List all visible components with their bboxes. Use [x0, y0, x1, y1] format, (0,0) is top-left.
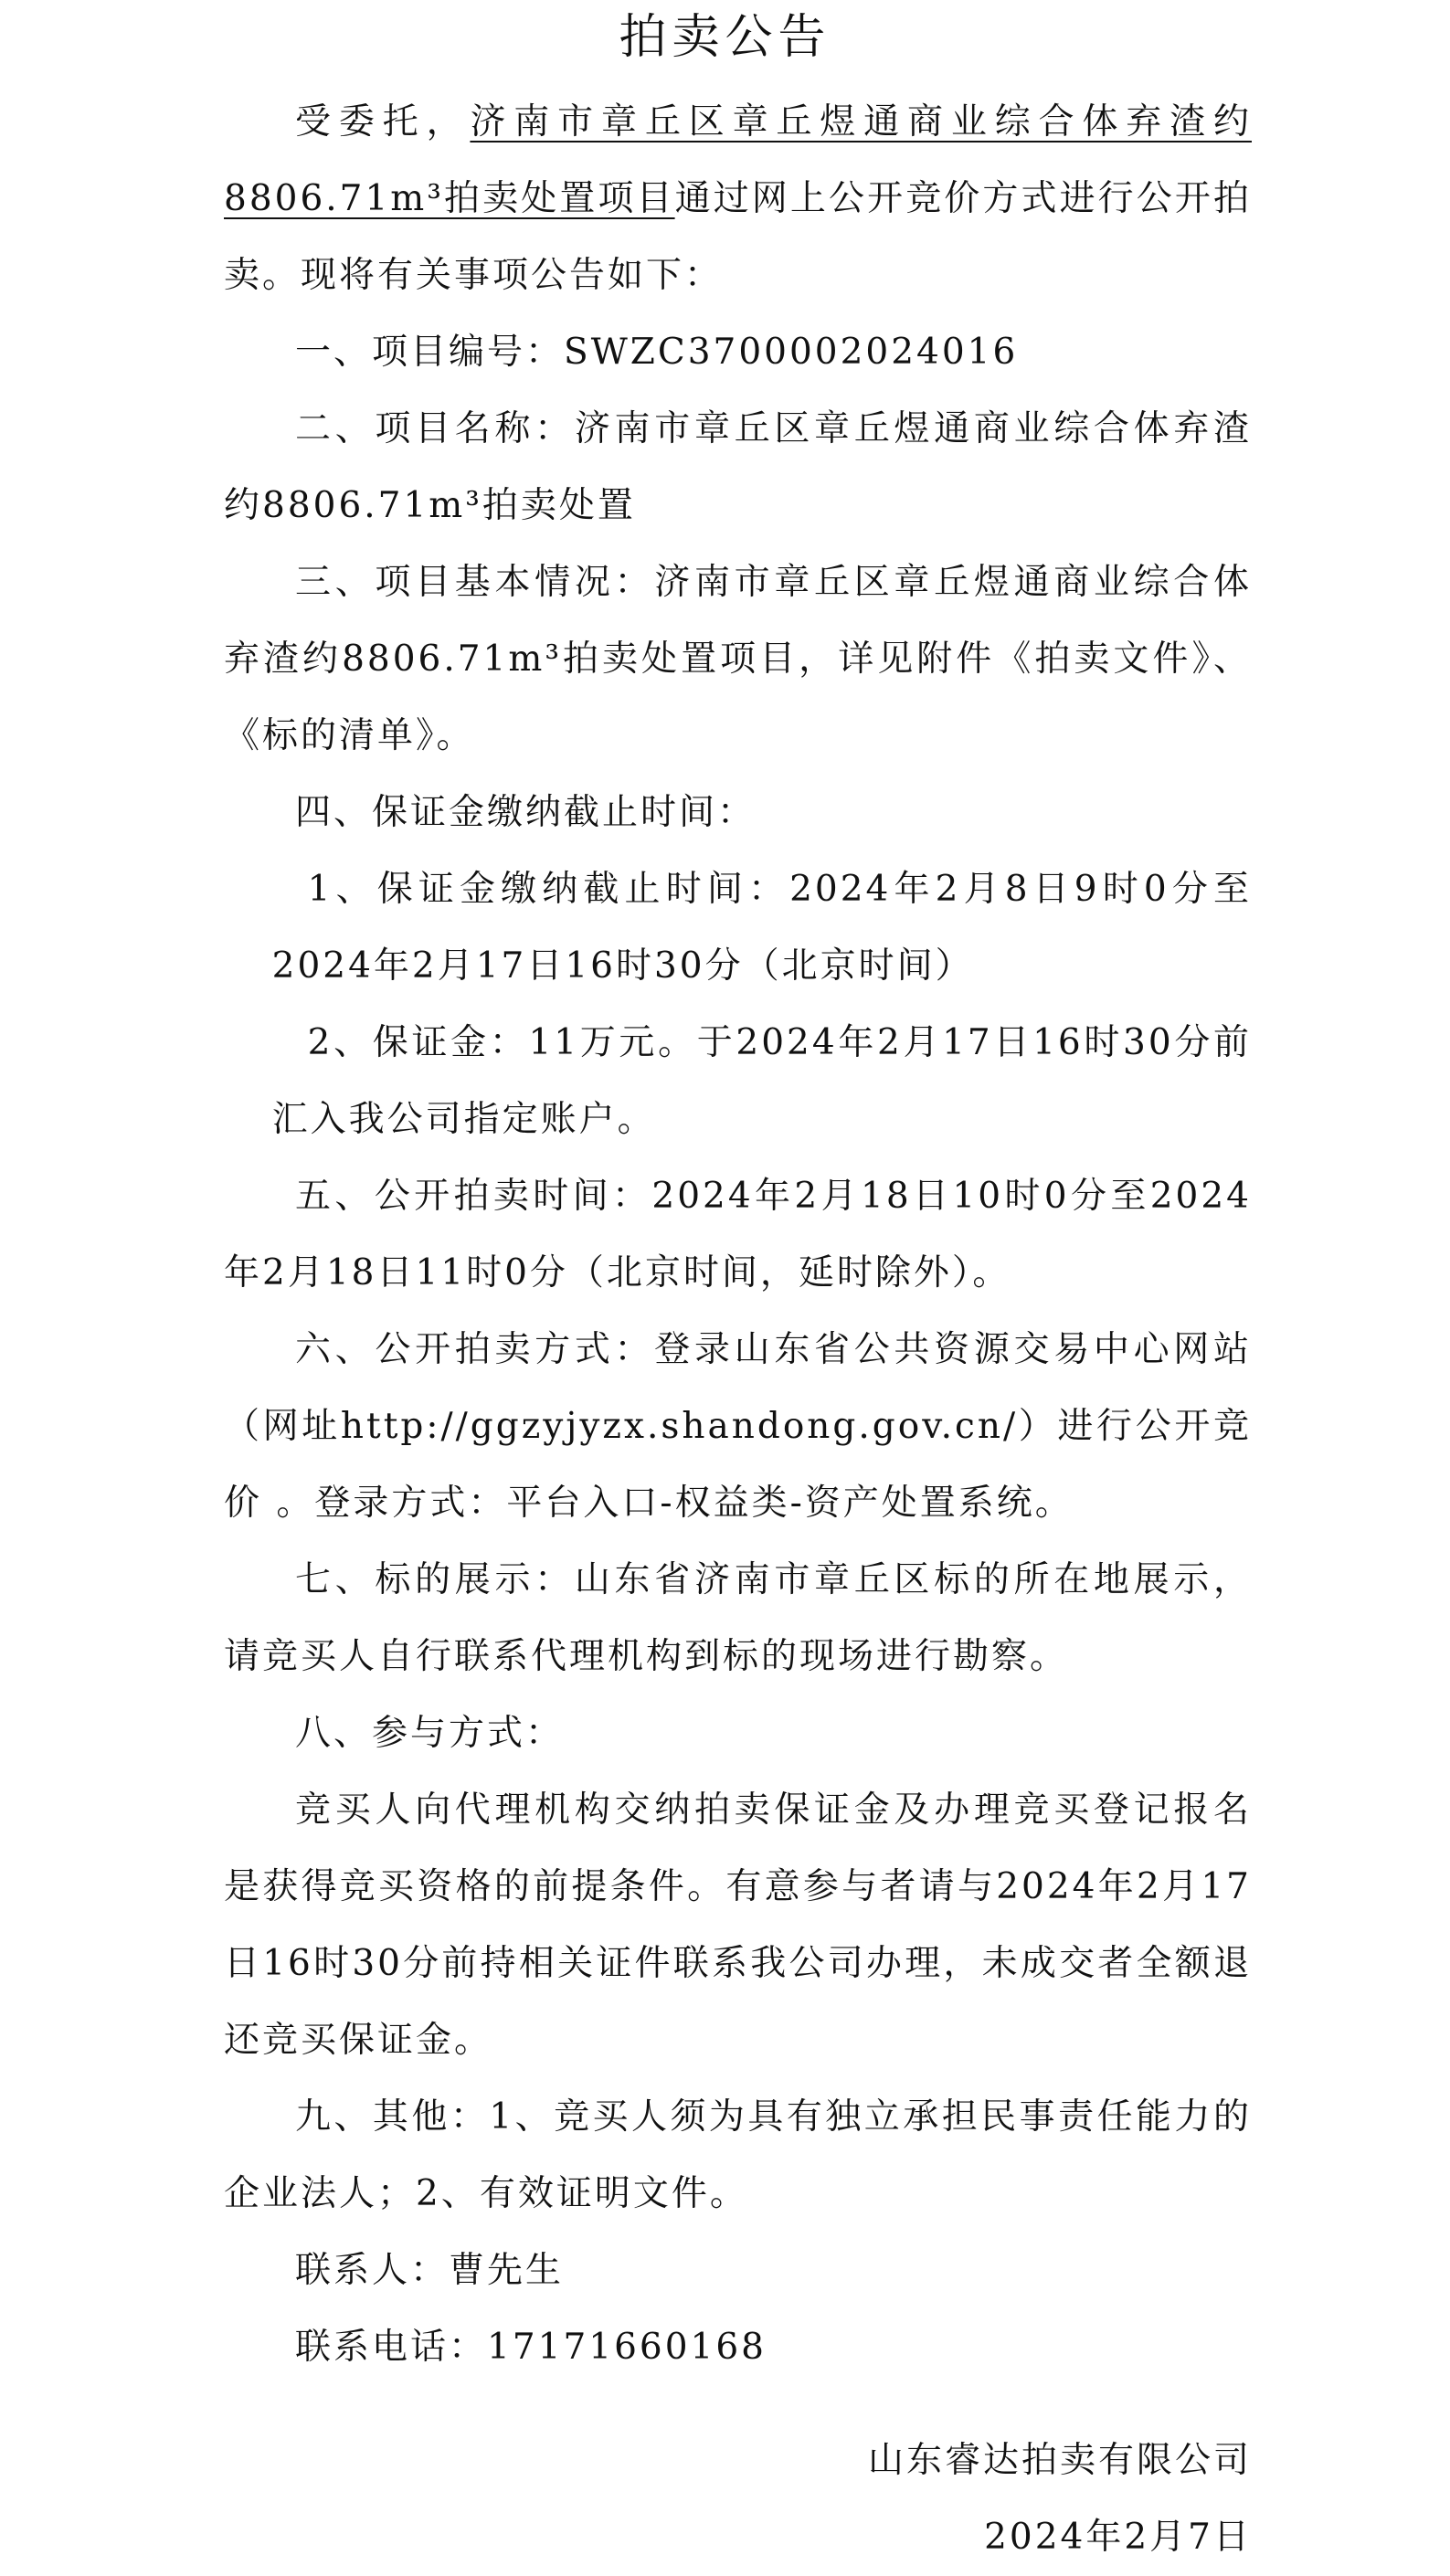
section-project-basic-info: 三、项目基本情况：济南市章丘区章丘煜通商业综合体弃渣约8806.71m³拍卖处置项目，详见附件《拍卖文件》、《标的清单》。 — [224, 562, 1252, 756]
section-deposit-deadline-heading: 四、保证金缴纳截止时间： — [295, 792, 757, 833]
section-deposit-deadline-item-1: 1、保证金缴纳截止时间：2024年2月8日9时0分至2024年2月17日16时30分（北京时间） — [271, 869, 1252, 987]
document-body — [224, 84, 1252, 2386]
signoff-company: 山东睿达拍卖有限公司 — [867, 2440, 1252, 2481]
document-title: 拍卖公告 — [619, 10, 831, 65]
section-auction-method: 六、公开拍卖方式：登录山东省公共资源交易中心网站（网址http://ggzyjyzx.shandong.gov.cn/）进行公开竞价 。登录方式：平台入口-权益类-资产处置系统。 — [224, 1329, 1252, 1524]
section-item-display: 七、标的展示：山东省济南市章丘区标的所在地展示，请竞买人自行联系代理机构到标的现场进行勘察。 — [224, 1559, 1252, 1677]
section-participation-heading: 八、参与方式： — [295, 1713, 565, 1754]
contact-phone: 联系电话：17171660168 — [295, 2327, 767, 2368]
signoff-date: 2024年2月7日 — [984, 2517, 1252, 2558]
section-project-number: 一、项目编号：SWZC3700002024016 — [295, 332, 1019, 373]
section-project-name: 二、项目名称：济南市章丘区章丘煜通商业综合体弃渣约8806.71m³拍卖处置 — [224, 408, 1252, 526]
section-auction-time: 五、公开拍卖时间：2024年2月18日10时0分至2024年2月18日11时0分（北京时间，延时除外）。 — [224, 1176, 1252, 1293]
project-name-underlined: 济南市章丘区章丘煜通商业综合体弃渣约8806.71m³拍卖处置项目 — [224, 101, 1252, 219]
intro-suffix: 通过网上公开竞价方式进行公开拍卖。现将有关事项公告如下： — [224, 178, 1252, 296]
contact-person: 联系人：曹先生 — [295, 2250, 565, 2291]
section-deposit-deadline-item-2: 2、保证金：11万元。于2024年2月17日16时30分前汇入我公司指定账户。 — [271, 1022, 1252, 1140]
intro-paragraph — [224, 84, 1252, 314]
section-participation-body: 竞买人向代理机构交纳拍卖保证金及办理竞买登记报名是获得竞买资格的前提条件。有意参与者请与2024年2月17日16时30分前持相关证件联系我公司办理，未成交者全额退还竞买保证金。 — [224, 1789, 1252, 2061]
section-other: 九、其他：1、竞买人须为具有独立承担民事责任能力的企业法人；2、有效证明文件。 — [224, 2096, 1252, 2214]
intro-prefix: 受委托， — [295, 101, 471, 143]
